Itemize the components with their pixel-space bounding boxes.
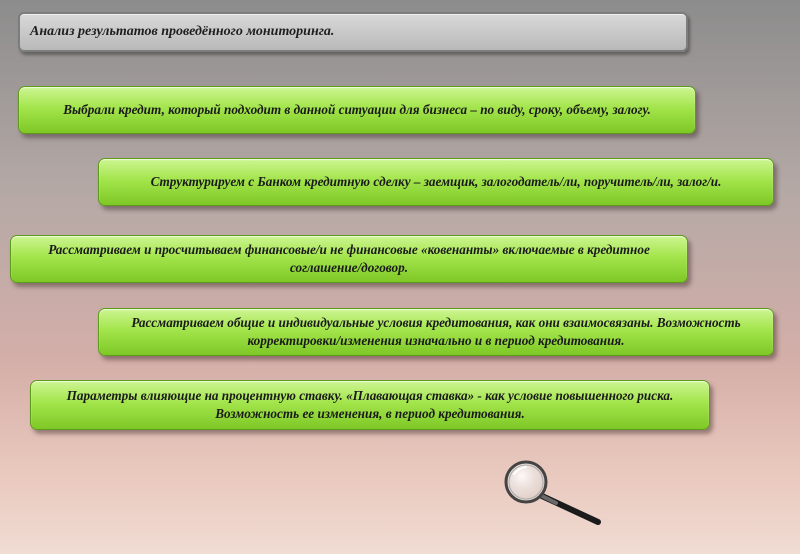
step-box-4-text: Рассматриваем общие и индивидуальные условия кредитования, как они взаимосвязаны. Возможность корректировки/изменения изначально и в период кредитования. xyxy=(131,315,741,348)
step-box-2-text: Структурируем с Банком кредитную сделку – заемщик, залогодатель/ли, поручитель/ли, залог/и. xyxy=(150,174,722,189)
step-box-3-text: Рассматриваем и просчитываем финансовые/и не финансовые «ковенанты» включаемые в кредитное соглашение/договор. xyxy=(48,242,650,275)
magnifying-glass-icon xyxy=(498,458,606,528)
slide-title: Анализ результатов проведённого мониторинга. xyxy=(30,24,335,39)
step-box-4 xyxy=(98,308,774,356)
step-box-1-text: Выбрали кредит, который подходит в данной ситуации для бизнеса – по виду, сроку, объему, залогу. xyxy=(63,102,651,117)
step-box-2 xyxy=(98,158,774,206)
step-box-5 xyxy=(30,380,710,430)
step-box-3 xyxy=(10,235,688,283)
slide-title-box xyxy=(18,12,688,52)
step-box-1 xyxy=(18,86,696,134)
step-box-5-text: Параметры влияющие на процентную ставку. «Плавающая ставка» - как условие повышенного риска. Возможность ее изменения, в период кредитования. xyxy=(66,388,674,421)
